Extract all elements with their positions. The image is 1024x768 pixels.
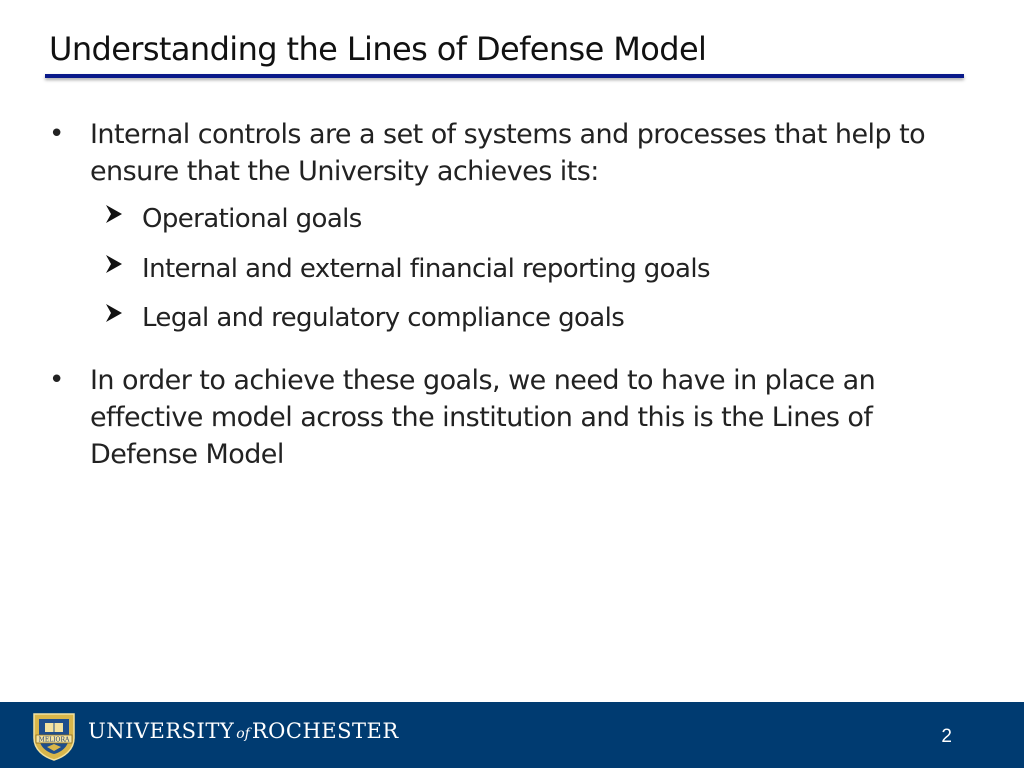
- slide-title: Understanding the Lines of Defense Model: [49, 30, 707, 68]
- seal-motto: MELIORA: [38, 736, 70, 744]
- arrowhead-bullet-icon: [105, 303, 123, 323]
- title-underline: [45, 74, 964, 78]
- university-seal-icon: [30, 710, 78, 762]
- bullet-dot-icon: •: [49, 119, 65, 149]
- footer-bar: [0, 702, 1024, 768]
- university-wordmark: [88, 719, 399, 743]
- bullet-text-2: In order to achieve these goals, we need to have in place an effective model across the institution and this is the Lines of Defense Model: [90, 365, 876, 470]
- sub-bullet-text-1: Operational goals: [142, 204, 362, 234]
- arrowhead-bullet-icon: [105, 204, 123, 224]
- wordmark-rochester: ROCHESTER: [251, 719, 399, 743]
- sub-bullet-text-3: Legal and regulatory compliance goals: [142, 303, 625, 333]
- sub-bullet-text-2: Internal and external financial reporting goals: [142, 254, 710, 284]
- bullet-dot-icon: •: [49, 365, 65, 395]
- bullet-text-1: Internal controls are a set of systems and processes that help to ensure that the University achieves its:: [90, 119, 926, 187]
- wordmark-university: UNIVERSITY: [88, 719, 235, 743]
- slide-page-number: 2: [941, 726, 952, 747]
- arrowhead-bullet-icon: [105, 254, 123, 274]
- wordmark-of: of: [236, 726, 250, 742]
